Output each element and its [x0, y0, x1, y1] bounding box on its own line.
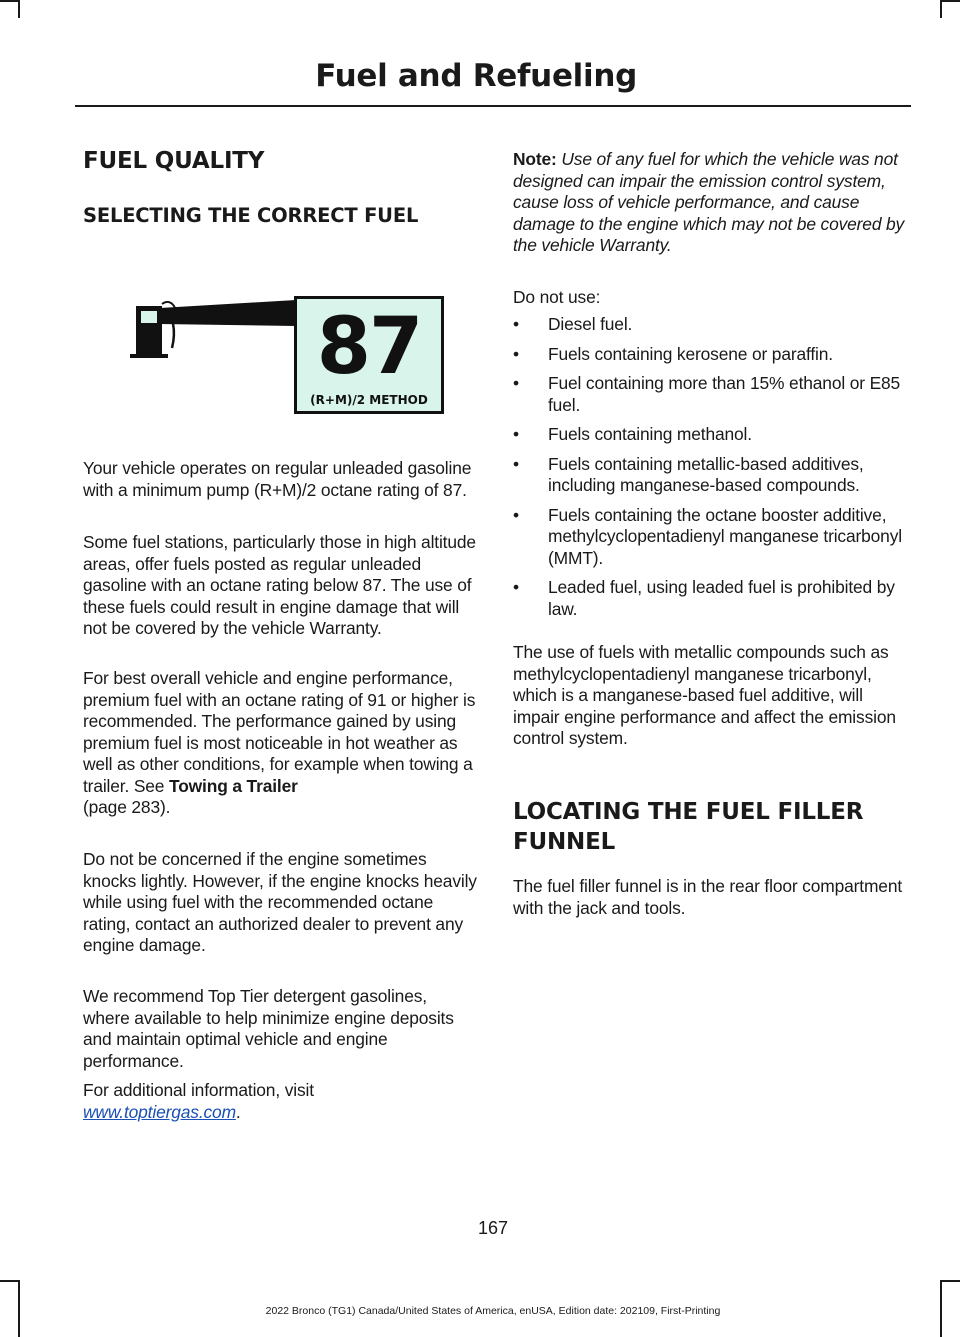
octane-number: 87 [316, 302, 422, 392]
page-reference: (page 283). [83, 797, 171, 817]
additional-info-text: For additional information, visit [83, 1080, 314, 1100]
edition-footer: 2022 Bronco (TG1) Canada/United States of America, enUSA, Edition date: 202109, First-Printing [265, 1305, 721, 1317]
list-item: • Diesel fuel. [513, 314, 633, 334]
list-item: • Fuels containing the octane booster additive, methylcyclopentadienyl manganese tricarbonyl (MMT). [513, 504, 902, 568]
section-title: Fuel and Refueling [315, 58, 637, 94]
fuel-pump-icon [130, 296, 302, 410]
list-item: • Fuels containing kerosene or paraffin. [513, 343, 833, 364]
note-label: Note: [513, 149, 557, 169]
bullet: • [513, 314, 519, 334]
period: . [235, 1101, 241, 1122]
paragraph-metallic-compounds: The use of fuels with metallic compounds such as methylcyclopentadienyl manganese tricarbonyl, which is a manganese-based fuel additive, will impair engine performance and affect the emission control system. [513, 642, 896, 748]
list-item: • Fuels containing methanol. [513, 424, 752, 444]
premium-fuel-text: For best overall vehicle and engine performance, premium fuel with an octane rating of 91 or higher is recommended. The performance gained by using premium fuel is most noticeable in hot weather as well as other conditions, for example when towing a trailer. See [83, 668, 476, 796]
heading-locating-funnel-line2: FUNNEL [513, 829, 616, 855]
do-not-use-list [513, 314, 913, 620]
list-item: • Fuels containing metallic-based additives, including manganese-based compounds. [513, 453, 864, 495]
octane-method: (R+M)/2 METHOD [310, 393, 428, 407]
crop-mark [940, 0, 942, 18]
bullet: • [513, 343, 519, 364]
bullet: • [513, 424, 519, 444]
note-text: Use of any fuel for which the vehicle was not designed can impair the emission control system, cause loss of vehicle performance, and cause damage to the engine which may not be covered by the vehicle Warranty. [513, 149, 905, 255]
list-item: • Leaded fuel, using leaded fuel is prohibited by law. [513, 577, 895, 619]
subheading-selecting-fuel: SELECTING THE CORRECT FUEL [83, 204, 419, 227]
list-item: • Fuel containing more than 15% ethanol or E85 fuel. [513, 373, 901, 415]
paragraph-funnel-location: The fuel filler funnel is in the rear floor compartment with the jack and tools. [513, 876, 903, 918]
crop-mark [942, 1280, 960, 1282]
towing-a-trailer-link[interactable]: Towing a Trailer [169, 775, 298, 796]
paragraph-additional-info [83, 1080, 478, 1123]
bullet: • [513, 373, 519, 393]
crop-mark [18, 0, 20, 18]
crop-mark [0, 0, 18, 2]
crop-mark [942, 0, 960, 2]
paragraph-engine-knock: Do not be concerned if the engine sometimes knocks lightly. However, if the engine knocks heavily while using fuel with the recommended octane rating, contact an authorized dealer to prevent any engine damage. [83, 849, 477, 955]
bullet: • [513, 504, 519, 525]
octane-rating-figure [130, 296, 442, 410]
paragraph-high-altitude: Some fuel stations, particularly those in high altitude areas, offer fuels posted as regular unleaded gasoline with an octane rating below 87. The use of these fuels could result in engine damage that will not be covered by the vehicle Warranty. [83, 532, 476, 638]
toptiergas-link[interactable]: www.toptiergas.com [83, 1101, 236, 1122]
crop-mark [0, 1280, 18, 1282]
bullet: • [513, 577, 519, 597]
heading-fuel-quality: FUEL QUALITY [83, 148, 265, 174]
paragraph-octane-rating: Your vehicle operates on regular unleaded gasoline with a minimum pump (R+M)/2 octane rating of 87. [83, 458, 472, 500]
bullet: • [513, 453, 519, 474]
heading-locating-funnel: LOCATING THE FUEL FILLER [513, 799, 864, 825]
do-not-use-label: Do not use: [513, 287, 601, 307]
page-number: 167 [477, 1218, 509, 1238]
note-paragraph [513, 149, 913, 257]
octane-label [294, 296, 444, 414]
paragraph-premium-fuel [83, 668, 478, 819]
header-divider [75, 105, 911, 107]
paragraph-top-tier: We recommend Top Tier detergent gasolines, where available to help minimize engine deposits and maintain optimal vehicle and engine performance. [83, 986, 454, 1071]
